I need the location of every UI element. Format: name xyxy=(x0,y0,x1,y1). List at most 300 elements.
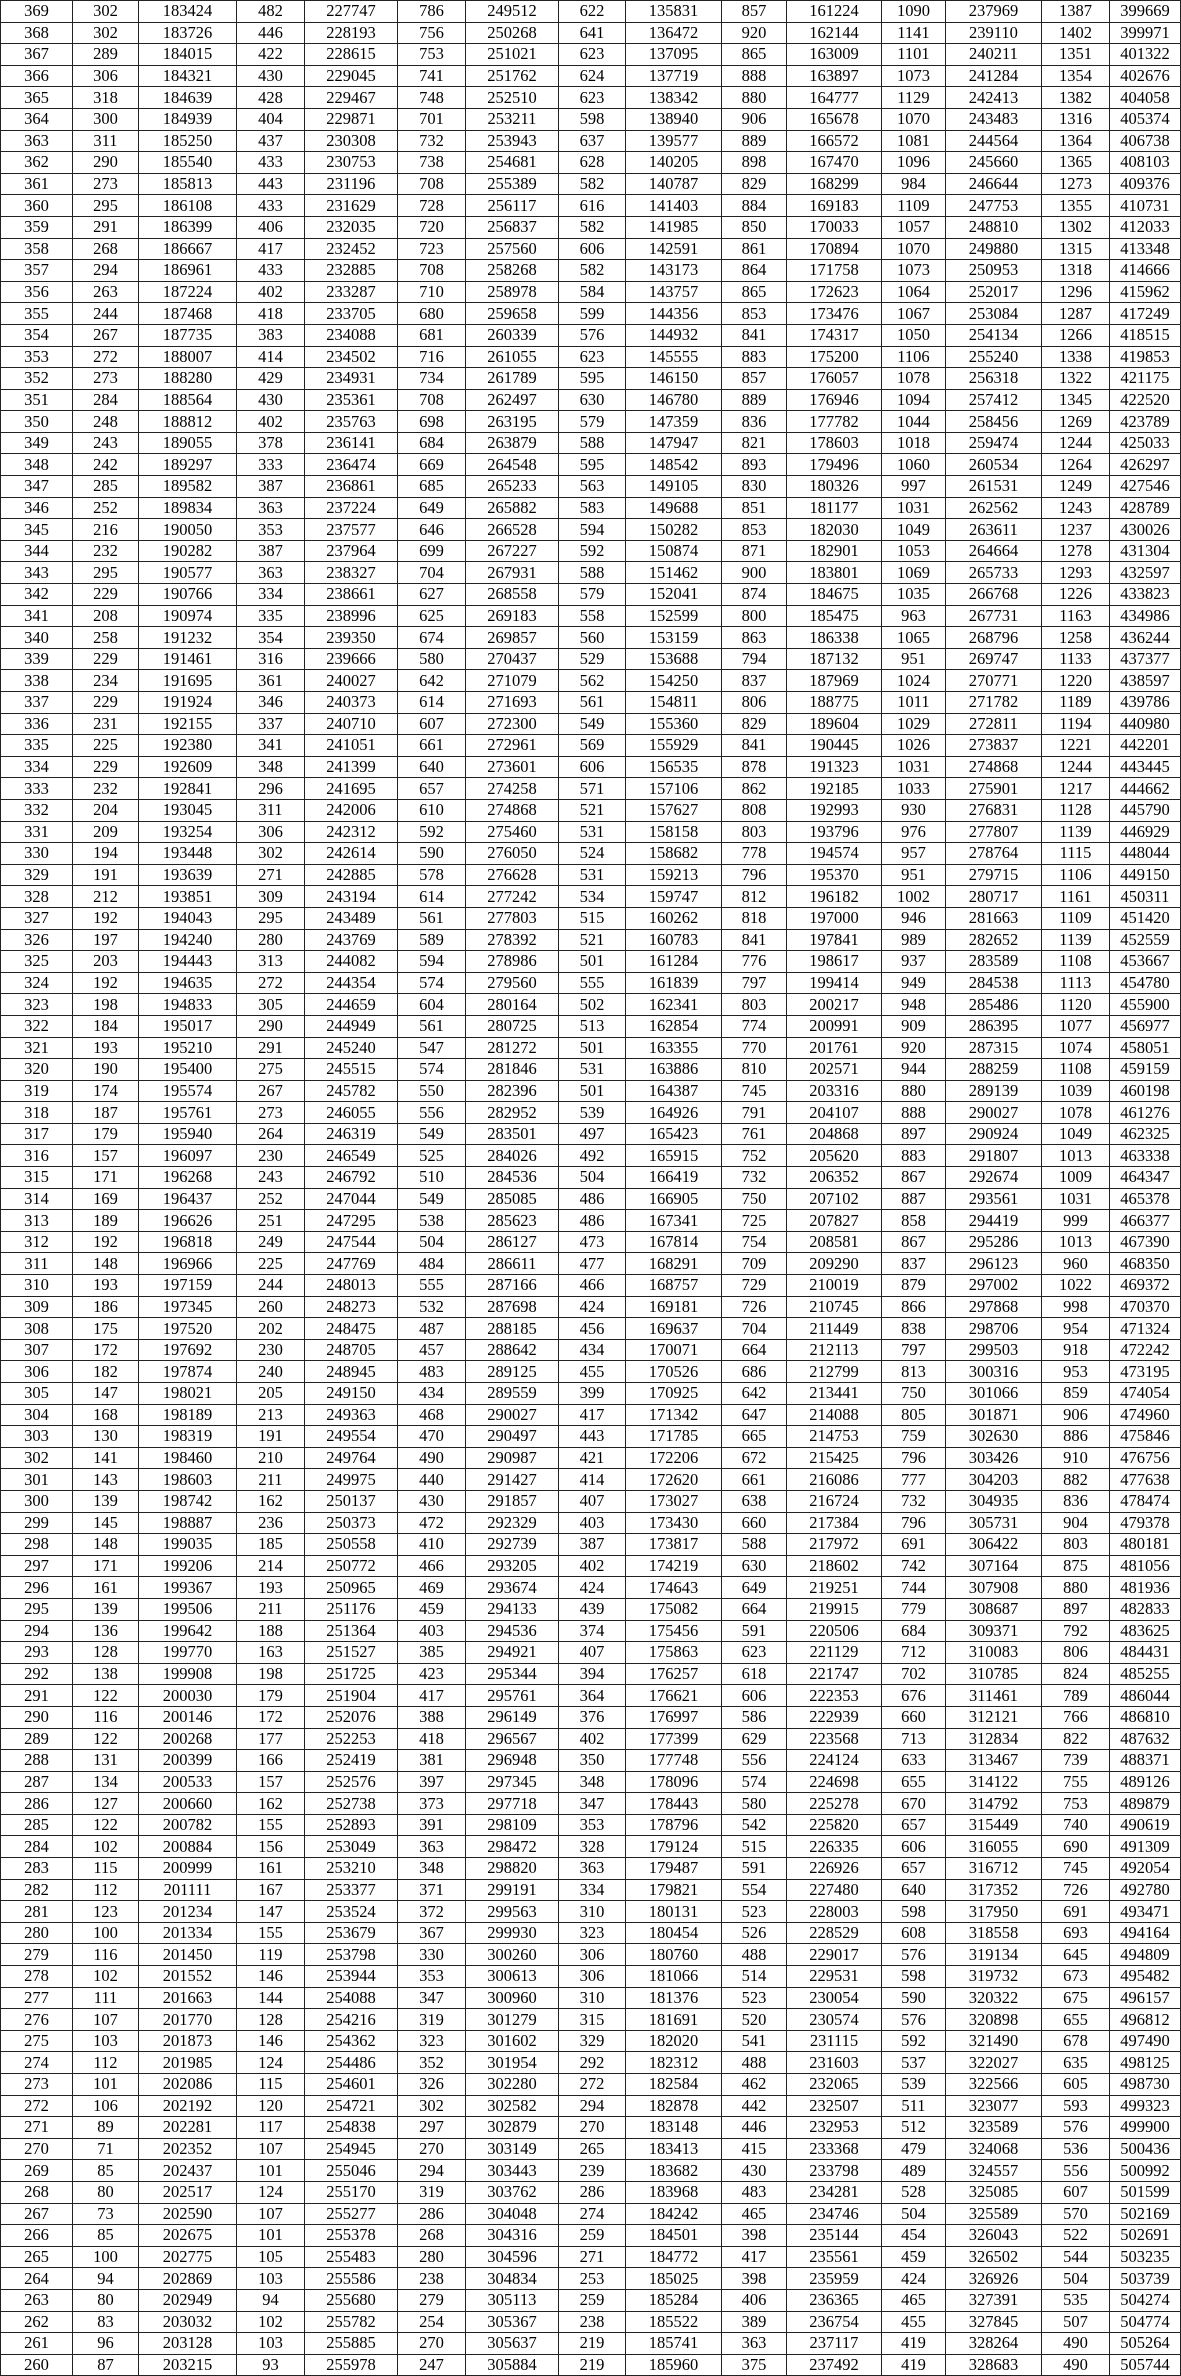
table-cell: 268 xyxy=(398,2225,466,2247)
table-cell: 229467 xyxy=(305,87,398,109)
table-cell: 237117 xyxy=(787,2333,882,2355)
score-cell: 358 xyxy=(1,238,73,260)
score-cell: 365 xyxy=(1,87,73,109)
table-cell: 210019 xyxy=(787,1275,882,1297)
table-cell: 199642 xyxy=(139,1620,237,1642)
table-cell: 145555 xyxy=(626,346,722,368)
table-cell: 434986 xyxy=(1110,605,1181,627)
table-cell: 414666 xyxy=(1110,260,1181,282)
table-cell: 201770 xyxy=(139,2009,237,2031)
score-cell: 354 xyxy=(1,324,73,346)
table-cell: 171 xyxy=(73,1167,139,1189)
score-cell: 315 xyxy=(1,1167,73,1189)
table-cell: 604 xyxy=(398,994,466,1016)
table-cell: 898 xyxy=(722,152,787,174)
table-cell: 308687 xyxy=(946,1598,1042,1620)
table-cell: 741 xyxy=(398,65,466,87)
table-cell: 202281 xyxy=(139,2117,237,2139)
score-cell: 328 xyxy=(1,886,73,908)
table-cell: 491309 xyxy=(1110,1836,1181,1858)
table-cell: 171342 xyxy=(626,1404,722,1426)
table-cell: 228529 xyxy=(787,1922,882,1944)
table-row xyxy=(1,1447,1181,1469)
table-row xyxy=(1,324,1181,346)
table-cell: 1031 xyxy=(882,497,946,519)
table-cell: 141 xyxy=(73,1447,139,1469)
table-cell: 583 xyxy=(559,497,626,519)
table-cell: 954 xyxy=(1042,1318,1110,1340)
table-cell: 528 xyxy=(882,2181,946,2203)
table-cell: 477 xyxy=(559,1253,626,1275)
table-cell: 920 xyxy=(882,1037,946,1059)
table-cell: 168291 xyxy=(626,1253,722,1275)
table-cell: 590 xyxy=(882,1987,946,2009)
table-cell: 319 xyxy=(398,2181,466,2203)
table-cell: 146 xyxy=(237,2030,305,2052)
table-cell: 116 xyxy=(73,1706,139,1728)
table-cell: 398 xyxy=(722,2268,787,2290)
table-cell: 191 xyxy=(73,864,139,886)
table-cell: 161224 xyxy=(787,1,882,23)
table-cell: 216724 xyxy=(787,1490,882,1512)
table-cell: 1049 xyxy=(882,519,946,541)
table-cell: 628 xyxy=(559,152,626,174)
table-cell: 272 xyxy=(73,346,139,368)
table-cell: 190050 xyxy=(139,519,237,541)
table-cell: 204107 xyxy=(787,1102,882,1124)
score-cell: 299 xyxy=(1,1512,73,1534)
table-cell: 179 xyxy=(237,1685,305,1707)
table-row xyxy=(1,843,1181,865)
table-cell: 146 xyxy=(237,1966,305,1988)
table-cell: 478474 xyxy=(1110,1490,1181,1512)
table-cell: 657 xyxy=(398,778,466,800)
table-cell: 200660 xyxy=(139,1793,237,1815)
table-cell: 101 xyxy=(237,2160,305,2182)
table-cell: 1081 xyxy=(882,130,946,152)
table-cell: 487632 xyxy=(1110,1728,1181,1750)
table-cell: 440980 xyxy=(1110,713,1181,735)
table-cell: 237224 xyxy=(305,497,398,519)
table-cell: 103 xyxy=(73,2030,139,2052)
table-cell: 467390 xyxy=(1110,1231,1181,1253)
table-cell: 937 xyxy=(882,951,946,973)
table-cell: 185813 xyxy=(139,173,237,195)
table-cell: 493471 xyxy=(1110,1901,1181,1923)
table-cell: 1073 xyxy=(882,260,946,282)
table-cell: 1316 xyxy=(1042,108,1110,130)
table-cell: 387 xyxy=(237,540,305,562)
table-cell: 195370 xyxy=(787,864,882,886)
table-cell: 327845 xyxy=(946,2311,1042,2333)
score-cell: 292 xyxy=(1,1663,73,1685)
table-cell: 437 xyxy=(237,130,305,152)
table-cell: 161 xyxy=(73,1577,139,1599)
table-cell: 312834 xyxy=(946,1728,1042,1750)
table-cell: 862 xyxy=(722,778,787,800)
table-cell: 623 xyxy=(559,346,626,368)
table-cell: 253 xyxy=(559,2268,626,2290)
table-cell: 1031 xyxy=(1042,1188,1110,1210)
table-cell: 622 xyxy=(559,1,626,23)
table-cell: 157 xyxy=(73,1145,139,1167)
table-cell: 179496 xyxy=(787,454,882,476)
table-cell: 1109 xyxy=(1042,907,1110,929)
table-cell: 1293 xyxy=(1042,562,1110,584)
table-cell: 124 xyxy=(237,2052,305,2074)
table-cell: 401322 xyxy=(1110,44,1181,66)
table-cell: 186961 xyxy=(139,260,237,282)
table-cell: 829 xyxy=(722,173,787,195)
table-cell: 190282 xyxy=(139,540,237,562)
table-row xyxy=(1,627,1181,649)
table-cell: 324068 xyxy=(946,2138,1042,2160)
table-cell: 258456 xyxy=(946,411,1042,433)
table-cell: 468 xyxy=(398,1404,466,1426)
table-cell: 247295 xyxy=(305,1210,398,1232)
table-cell: 888 xyxy=(722,65,787,87)
score-cell: 271 xyxy=(1,2117,73,2139)
table-cell: 326 xyxy=(398,2074,466,2096)
table-cell: 547 xyxy=(398,1037,466,1059)
table-cell: 462325 xyxy=(1110,1123,1181,1145)
table-cell: 680 xyxy=(398,303,466,325)
table-cell: 841 xyxy=(722,324,787,346)
table-cell: 289139 xyxy=(946,1080,1042,1102)
table-cell: 489126 xyxy=(1110,1771,1181,1793)
table-cell: 744 xyxy=(882,1577,946,1599)
table-cell: 461276 xyxy=(1110,1102,1181,1124)
table-cell: 240373 xyxy=(305,692,398,714)
table-cell: 430 xyxy=(722,2160,787,2182)
table-cell: 202352 xyxy=(139,2138,237,2160)
table-cell: 258 xyxy=(73,627,139,649)
table-cell: 201234 xyxy=(139,1901,237,1923)
table-row xyxy=(1,1469,1181,1491)
table-cell: 200399 xyxy=(139,1750,237,1772)
table-cell: 198 xyxy=(237,1663,305,1685)
score-cell: 320 xyxy=(1,1059,73,1081)
table-cell: 193448 xyxy=(139,843,237,865)
table-cell: 172620 xyxy=(626,1469,722,1491)
table-cell: 434 xyxy=(559,1339,626,1361)
table-cell: 167 xyxy=(237,1879,305,1901)
table-cell: 998 xyxy=(1042,1296,1110,1318)
table-cell: 1049 xyxy=(1042,1123,1110,1145)
table-cell: 431304 xyxy=(1110,540,1181,562)
table-cell: 322566 xyxy=(946,2074,1042,2096)
table-cell: 740 xyxy=(1042,1814,1110,1836)
table-cell: 252893 xyxy=(305,1814,398,1836)
table-cell: 198460 xyxy=(139,1447,237,1469)
table-cell: 249 xyxy=(237,1231,305,1253)
table-row xyxy=(1,281,1181,303)
table-cell: 538 xyxy=(398,1210,466,1232)
table-cell: 201985 xyxy=(139,2052,237,2074)
table-cell: 187132 xyxy=(787,648,882,670)
table-row xyxy=(1,1836,1181,1858)
table-cell: 859 xyxy=(1042,1383,1110,1405)
table-cell: 249975 xyxy=(305,1469,398,1491)
table-cell: 242885 xyxy=(305,864,398,886)
table-cell: 1354 xyxy=(1042,65,1110,87)
table-cell: 498730 xyxy=(1110,2074,1181,2096)
table-cell: 273 xyxy=(73,368,139,390)
table-cell: 267 xyxy=(73,324,139,346)
table-cell: 492054 xyxy=(1110,1858,1181,1880)
table-cell: 177748 xyxy=(626,1750,722,1772)
table-cell: 465 xyxy=(882,2289,946,2311)
table-cell: 657 xyxy=(882,1814,946,1836)
table-cell: 187224 xyxy=(139,281,237,303)
table-cell: 287698 xyxy=(466,1296,559,1318)
table-cell: 576 xyxy=(882,1944,946,1966)
table-cell: 291 xyxy=(73,216,139,238)
table-cell: 231603 xyxy=(787,2052,882,2074)
table-cell: 183424 xyxy=(139,1,237,23)
table-cell: 161839 xyxy=(626,972,722,994)
table-cell: 220506 xyxy=(787,1620,882,1642)
table-cell: 240 xyxy=(237,1361,305,1383)
table-cell: 271693 xyxy=(466,692,559,714)
table-cell: 222353 xyxy=(787,1685,882,1707)
table-cell: 647 xyxy=(722,1404,787,1426)
table-cell: 424 xyxy=(559,1577,626,1599)
table-cell: 154250 xyxy=(626,670,722,692)
table-cell: 245515 xyxy=(305,1059,398,1081)
table-cell: 254 xyxy=(398,2311,466,2333)
table-cell: 660 xyxy=(882,1706,946,1728)
table-cell: 122 xyxy=(73,1685,139,1707)
table-cell: 158682 xyxy=(626,843,722,865)
table-cell: 761 xyxy=(722,1123,787,1145)
table-cell: 897 xyxy=(882,1123,946,1145)
table-cell: 298109 xyxy=(466,1814,559,1836)
table-cell: 163355 xyxy=(626,1037,722,1059)
table-cell: 227480 xyxy=(787,1879,882,1901)
table-cell: 477638 xyxy=(1110,1469,1181,1491)
table-cell: 128 xyxy=(73,1642,139,1664)
table-cell: 469372 xyxy=(1110,1275,1181,1297)
table-cell: 269747 xyxy=(946,648,1042,670)
table-cell: 292 xyxy=(559,2052,626,2074)
table-cell: 495482 xyxy=(1110,1966,1181,1988)
table-cell: 202437 xyxy=(139,2160,237,2182)
table-cell: 85 xyxy=(73,2160,139,2182)
table-cell: 192 xyxy=(73,972,139,994)
table-cell: 726 xyxy=(722,1296,787,1318)
table-row xyxy=(1,1210,1181,1232)
table-cell: 306 xyxy=(559,1944,626,1966)
table-cell: 311 xyxy=(73,130,139,152)
table-cell: 398 xyxy=(722,2225,787,2247)
table-cell: 162 xyxy=(237,1490,305,1512)
table-cell: 170925 xyxy=(626,1383,722,1405)
table-cell: 144932 xyxy=(626,324,722,346)
table-cell: 450311 xyxy=(1110,886,1181,908)
table-cell: 642 xyxy=(722,1383,787,1405)
table-cell: 884 xyxy=(722,195,787,217)
table-cell: 199206 xyxy=(139,1555,237,1577)
table-cell: 219251 xyxy=(787,1577,882,1599)
table-cell: 198617 xyxy=(787,951,882,973)
table-cell: 251725 xyxy=(305,1663,398,1685)
table-cell: 304834 xyxy=(466,2268,559,2290)
table-cell: 188812 xyxy=(139,411,237,433)
table-cell: 812 xyxy=(722,886,787,908)
table-cell: 521 xyxy=(559,799,626,821)
table-cell: 297718 xyxy=(466,1793,559,1815)
table-cell: 571 xyxy=(559,778,626,800)
table-cell: 1053 xyxy=(882,540,946,562)
table-cell: 254088 xyxy=(305,1987,398,2009)
table-cell: 433 xyxy=(237,152,305,174)
table-cell: 1011 xyxy=(882,692,946,714)
table-cell: 1077 xyxy=(1042,1015,1110,1037)
table-cell: 672 xyxy=(722,1447,787,1469)
table-cell: 413348 xyxy=(1110,238,1181,260)
table-cell: 278392 xyxy=(466,929,559,951)
table-cell: 238327 xyxy=(305,562,398,584)
table-cell: 756 xyxy=(398,22,466,44)
table-cell: 640 xyxy=(882,1879,946,1901)
table-cell: 254601 xyxy=(305,2074,398,2096)
table-cell: 236754 xyxy=(787,2311,882,2333)
table-cell: 561 xyxy=(398,1015,466,1037)
table-cell: 252576 xyxy=(305,1771,398,1793)
table-row xyxy=(1,65,1181,87)
table-cell: 172206 xyxy=(626,1447,722,1469)
table-cell: 235959 xyxy=(787,2268,882,2290)
table-cell: 466377 xyxy=(1110,1210,1181,1232)
table-cell: 944 xyxy=(882,1059,946,1081)
table-cell: 243 xyxy=(73,432,139,454)
table-cell: 162 xyxy=(237,1793,305,1815)
table-cell: 203128 xyxy=(139,2333,237,2355)
table-cell: 204 xyxy=(73,799,139,821)
table-cell: 496157 xyxy=(1110,1987,1181,2009)
score-cell: 312 xyxy=(1,1231,73,1253)
table-cell: 100 xyxy=(73,2246,139,2268)
table-cell: 417 xyxy=(237,238,305,260)
score-cell: 274 xyxy=(1,2052,73,2074)
table-cell: 147947 xyxy=(626,432,722,454)
table-cell: 247753 xyxy=(946,195,1042,217)
table-cell: 504274 xyxy=(1110,2289,1181,2311)
table-cell: 102 xyxy=(73,1836,139,1858)
table-cell: 624 xyxy=(559,65,626,87)
table-cell: 436244 xyxy=(1110,627,1181,649)
table-cell: 614 xyxy=(398,886,466,908)
table-cell: 302280 xyxy=(466,2074,559,2096)
table-cell: 699 xyxy=(398,540,466,562)
table-cell: 191 xyxy=(237,1426,305,1448)
score-cell: 306 xyxy=(1,1361,73,1383)
table-cell: 294 xyxy=(559,2095,626,2117)
table-cell: 173027 xyxy=(626,1490,722,1512)
score-cell: 270 xyxy=(1,2138,73,2160)
table-cell: 818 xyxy=(722,907,787,929)
table-cell: 242614 xyxy=(305,843,398,865)
table-cell: 353 xyxy=(559,1814,626,1836)
table-row xyxy=(1,2181,1181,2203)
table-cell: 334 xyxy=(237,584,305,606)
table-cell: 753 xyxy=(1042,1793,1110,1815)
table-cell: 136472 xyxy=(626,22,722,44)
table-cell: 888 xyxy=(882,1102,946,1124)
table-row xyxy=(1,1145,1181,1167)
table-cell: 442201 xyxy=(1110,735,1181,757)
table-cell: 273 xyxy=(73,173,139,195)
table-cell: 889 xyxy=(722,389,787,411)
table-cell: 267931 xyxy=(466,562,559,584)
table-cell: 301871 xyxy=(946,1404,1042,1426)
table-cell: 796 xyxy=(722,864,787,886)
table-row xyxy=(1,778,1181,800)
table-cell: 410 xyxy=(398,1534,466,1556)
table-cell: 880 xyxy=(1042,1577,1110,1599)
score-cell: 342 xyxy=(1,584,73,606)
table-cell: 430 xyxy=(237,389,305,411)
table-cell: 185475 xyxy=(787,605,882,627)
score-cell: 340 xyxy=(1,627,73,649)
table-cell: 440 xyxy=(398,1469,466,1491)
table-row xyxy=(1,1059,1181,1081)
table-cell: 301066 xyxy=(946,1383,1042,1405)
score-cell: 366 xyxy=(1,65,73,87)
table-cell: 999 xyxy=(1042,1210,1110,1232)
table-cell: 170033 xyxy=(787,216,882,238)
table-cell: 984 xyxy=(882,173,946,195)
table-cell: 453667 xyxy=(1110,951,1181,973)
table-row xyxy=(1,130,1181,152)
table-cell: 363 xyxy=(237,562,305,584)
table-cell: 225 xyxy=(73,735,139,757)
table-cell: 105 xyxy=(237,2246,305,2268)
table-cell: 555 xyxy=(398,1275,466,1297)
table-cell: 264 xyxy=(237,1123,305,1145)
table-cell: 180454 xyxy=(626,1922,722,1944)
table-cell: 1070 xyxy=(882,108,946,130)
table-cell: 187 xyxy=(73,1102,139,1124)
table-cell: 325085 xyxy=(946,2181,1042,2203)
table-cell: 228003 xyxy=(787,1901,882,1923)
table-cell: 179124 xyxy=(626,1836,722,1858)
table-cell: 175 xyxy=(73,1318,139,1340)
table-cell: 732 xyxy=(398,130,466,152)
table-cell: 976 xyxy=(882,821,946,843)
table-cell: 576 xyxy=(1042,2117,1110,2139)
table-cell: 670 xyxy=(882,1793,946,1815)
table-cell: 233287 xyxy=(305,281,398,303)
table-cell: 470370 xyxy=(1110,1296,1181,1318)
table-row xyxy=(1,1966,1181,1988)
table-cell: 563 xyxy=(559,476,626,498)
table-cell: 221747 xyxy=(787,1663,882,1685)
table-cell: 191695 xyxy=(139,670,237,692)
table-cell: 242006 xyxy=(305,799,398,821)
table-cell: 1101 xyxy=(882,44,946,66)
score-cell: 308 xyxy=(1,1318,73,1340)
table-cell: 195017 xyxy=(139,1015,237,1037)
table-cell: 285486 xyxy=(946,994,1042,1016)
table-cell: 239350 xyxy=(305,627,398,649)
table-cell: 361 xyxy=(237,670,305,692)
table-cell: 858 xyxy=(882,1210,946,1232)
table-cell: 1120 xyxy=(1042,994,1110,1016)
table-cell: 199367 xyxy=(139,1577,237,1599)
score-cell: 331 xyxy=(1,821,73,843)
